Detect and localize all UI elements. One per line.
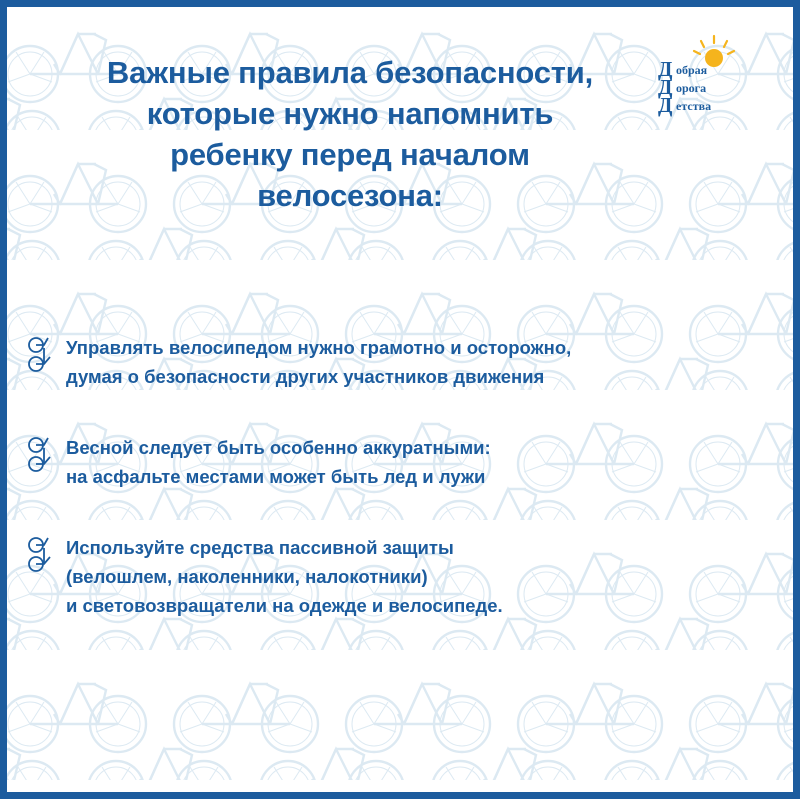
logo-big-letter-1: Д [658,57,673,81]
title-line-1: Важные правила безопасности, [106,55,594,90]
rule-line: и световозвращатели на одежде и велосипеде. [66,595,503,616]
list-item [28,533,773,620]
title-line-4: велосезона: [257,178,443,213]
rule-line: Весной следует быть особенно аккуратными: [66,437,491,458]
bicycle-icon [28,335,62,375]
logo-word-1: обрая [676,63,708,77]
rule-line: на асфальте местами может быть лед и лужи [66,466,486,487]
rule-line: Управлять велосипедом нужно грамотно и осторожно, [66,337,572,358]
rule-line: думая о безопасности других участников движения [66,366,545,387]
logo-dobraya-doroga-detstva [654,34,772,118]
rules-list [28,333,773,620]
logo-big-letter-3: Д [658,93,673,117]
list-item [28,433,773,491]
rule-line: (велошлем, наколенники, налокотники) [66,566,428,587]
logo-word-2: орога [676,81,707,95]
bicycle-icon [28,435,62,475]
logo-big-letter-2: Д [658,75,673,99]
rule-text [66,433,773,491]
list-item [28,333,773,391]
logo-word-3: етства [676,99,712,113]
title-line-3: ребенку перед началом [170,137,530,172]
page-title [30,52,670,216]
rule-line: Используйте средства пассивной защиты [66,537,454,558]
title-line-2: которые нужно напомнить [146,96,554,131]
rule-text [66,333,773,391]
rule-text [66,533,773,620]
bicycle-icon [28,535,62,575]
